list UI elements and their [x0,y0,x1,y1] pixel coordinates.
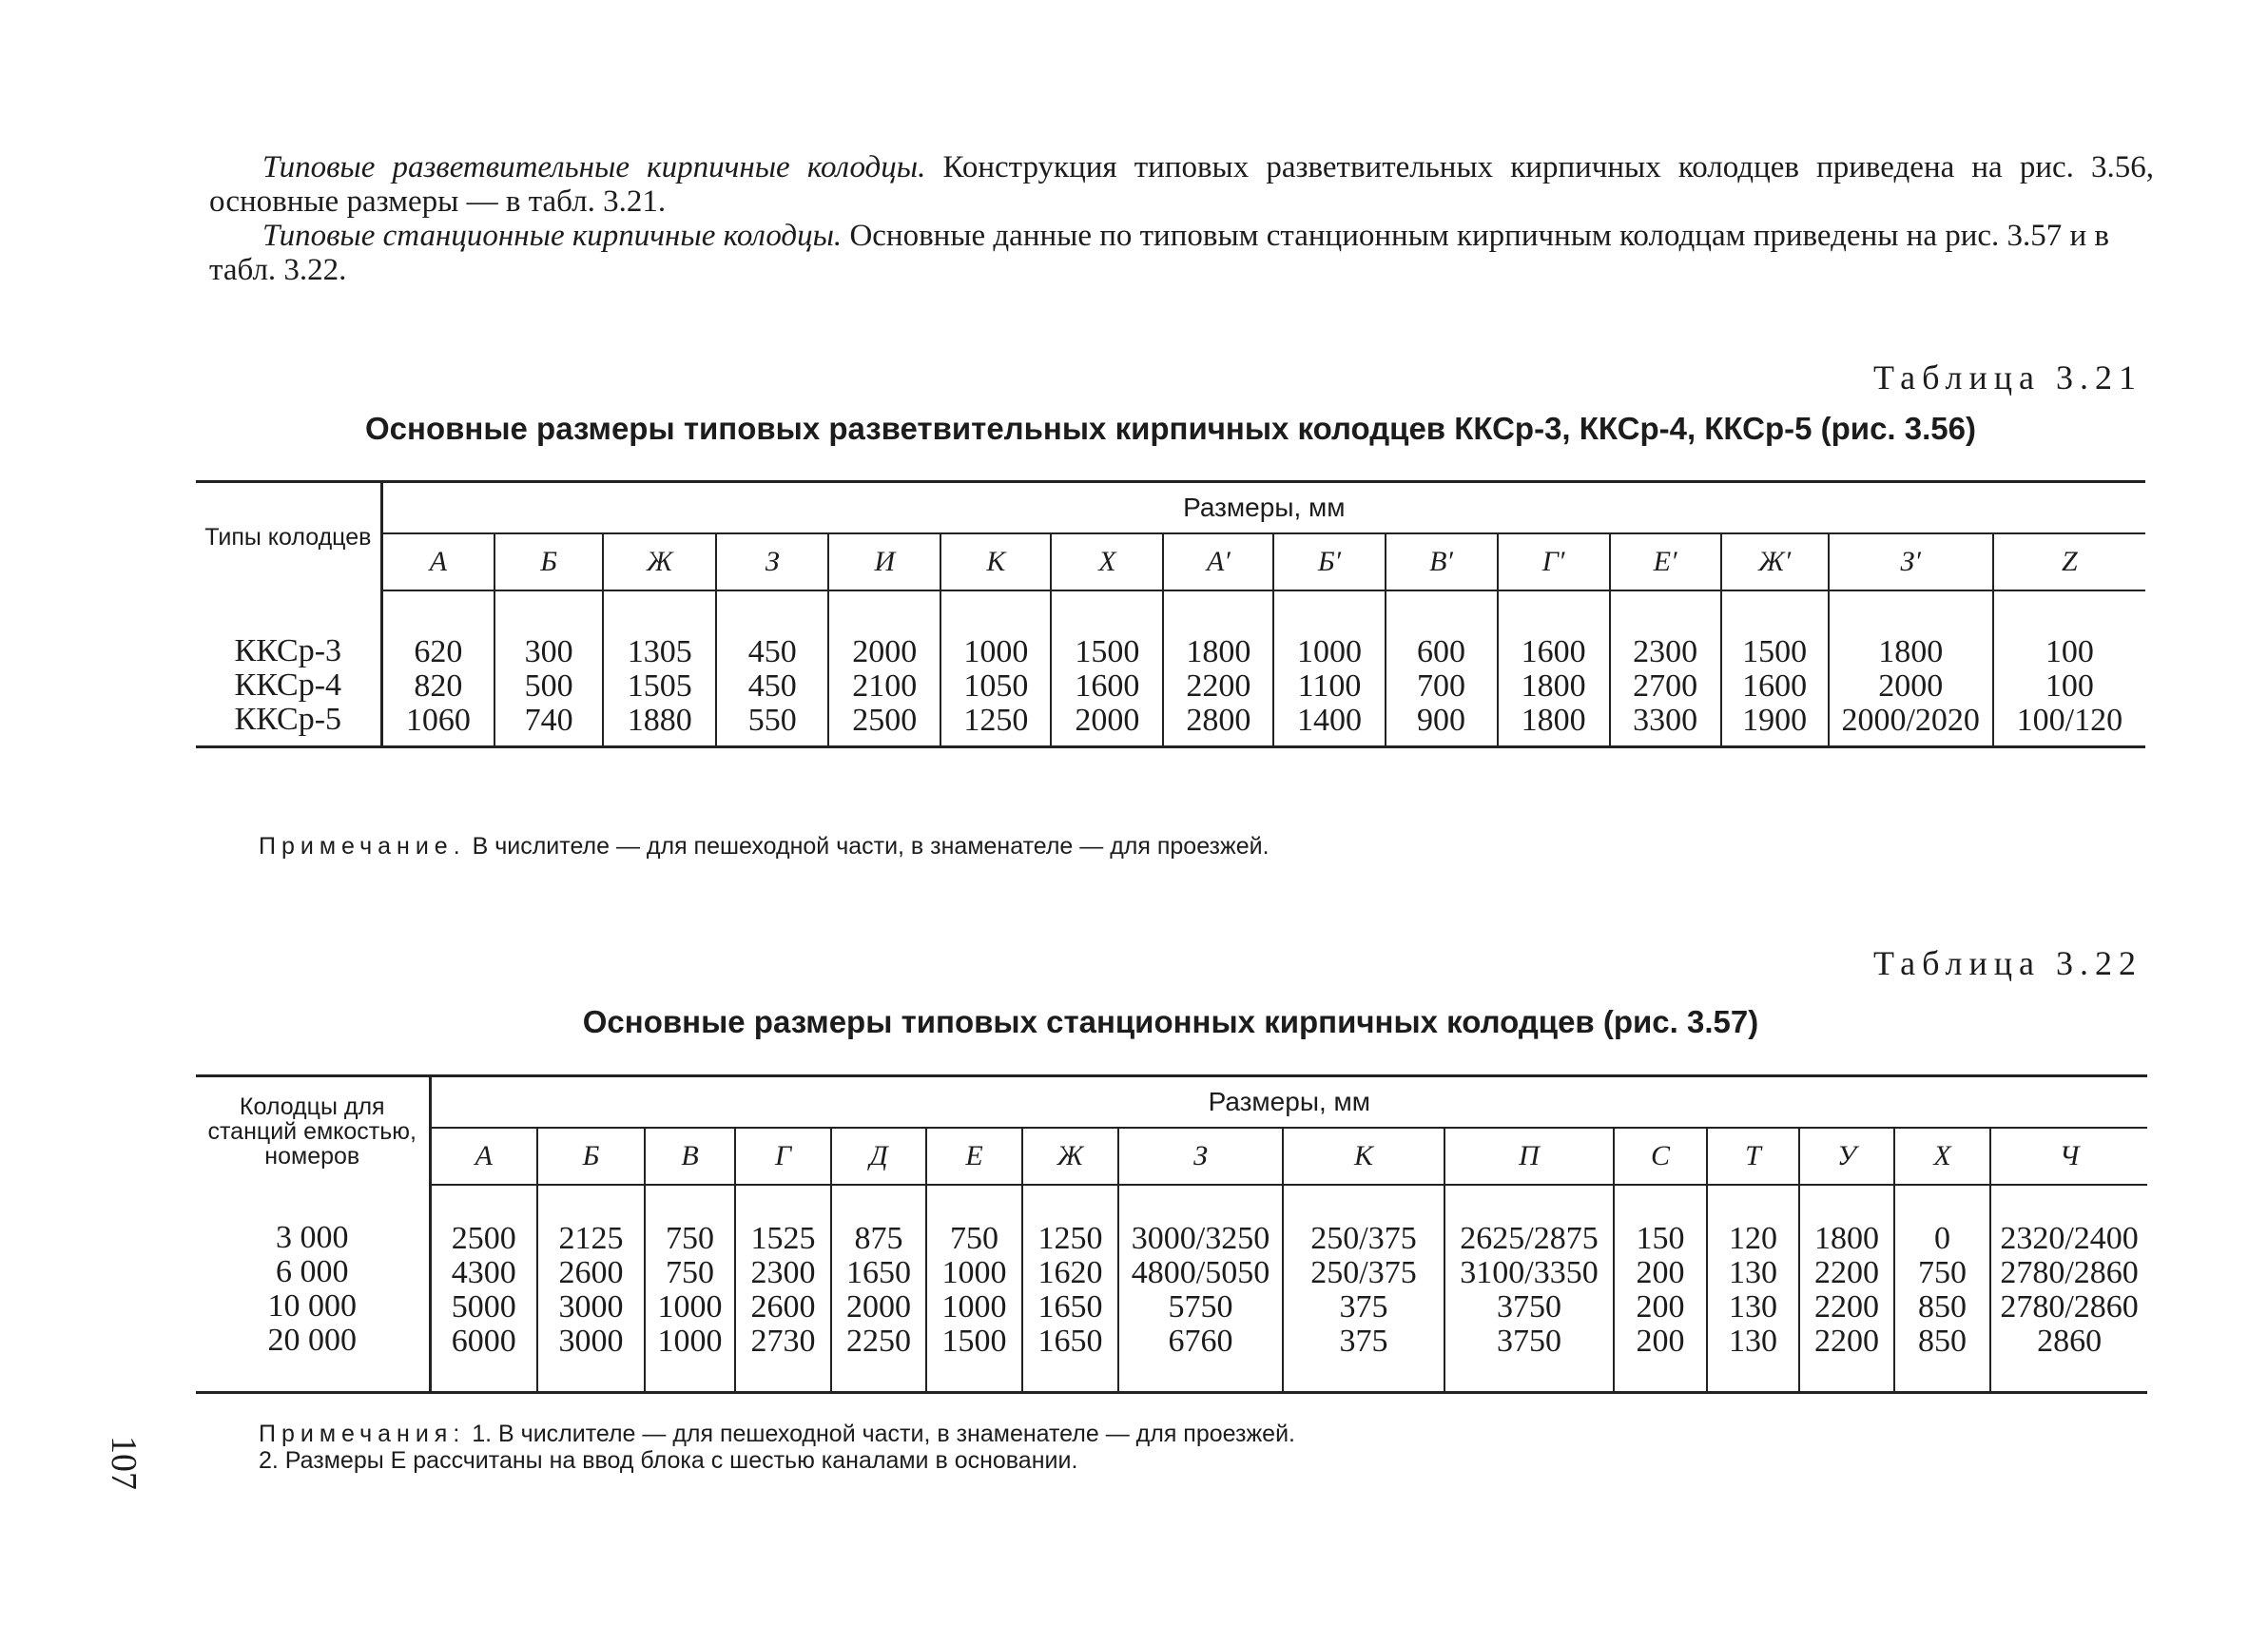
table-cell: 620 820 1060 [381,590,494,746]
column-header: А [381,533,494,590]
table-cell: 1800 2200 2200 2200 [1799,1185,1894,1392]
table-cell: 1000 1100 1400 [1273,590,1385,746]
table-cell: 1600 1800 1800 [1498,590,1610,746]
table-cell: 1000 1050 1250 [940,590,1051,746]
table-3-21-note: Примечание. В числителе — для пешеходной части, в знаменателе — для проезжей. [259,833,1270,860]
row-labels: 3 000 6 000 10 000 20 000 [196,1185,430,1392]
table-3-21-number: Таблица 3.21 [1873,358,2142,396]
column-header: Б [494,533,603,590]
column-header: Е′ [1610,533,1721,590]
column-header: Х [1894,1128,1990,1185]
table-cell: 2500 4300 5000 6000 [430,1185,537,1392]
table-3-21-title: Основные размеры типовых разветвительных кирпичных колодцев ККСр-3, ККСр-4, ККСр-5 (рис. 3.56) [365,411,1976,446]
column-header: А [430,1128,537,1185]
table-cell: 1800 2200 2800 [1163,590,1273,746]
column-header: С [1614,1128,1707,1185]
column-header: Z [1993,533,2145,590]
table-cell: 1250 1620 1650 1650 [1022,1185,1118,1392]
table-cell: 0 750 850 850 [1894,1185,1990,1392]
intro-1-text: Конструкция типовых разветвительных кирпичных колодцев приведена на рис. 3.56, основные размеры — в табл. 3.21. [209,150,2155,219]
table-cell: 600 700 900 [1386,590,1498,746]
group-header: Размеры, мм [1208,1087,1371,1116]
column-header: В [645,1128,735,1185]
intro-paragraph-1 [209,150,2154,219]
table-cell: 875 1650 2000 2250 [831,1185,926,1392]
table-cell: 150 200 200 200 [1614,1185,1707,1392]
table-3-22-number: Таблица 3.22 [1873,944,2142,982]
table-cell: 300 500 740 [494,590,603,746]
row-labels: ККСр-3 ККСр-4 ККСр-5 [196,590,381,746]
column-header: Г′ [1498,533,1610,590]
table-3-22-title: Основные размеры типовых станционных кирпичных колодцев (рис. 3.57) [582,1004,1759,1039]
table-3-21 [196,480,2145,748]
table-cell: 120 130 130 130 [1707,1185,1799,1392]
column-header: З [1118,1128,1283,1185]
table-3-22 [196,1074,2147,1394]
table-cell: 2320/2400 2780/2860 2780/2860 2860 [1990,1185,2147,1392]
table-cell: 750 1000 1000 1500 [926,1185,1022,1392]
column-header: Ч [1990,1128,2147,1185]
column-header: Ж [603,533,716,590]
table-cell: 2625/2875 3100/3350 3750 3750 [1444,1185,1614,1392]
column-header: К [1283,1128,1444,1185]
table-cell: 1500 1600 2000 [1051,590,1163,746]
column-header: Е [926,1128,1022,1185]
column-header: Ж [1022,1128,1118,1185]
group-header: Размеры, мм [1183,493,1346,522]
column-header: В′ [1386,533,1498,590]
table-cell: 2000 2100 2500 [828,590,940,746]
column-header: З′ [1829,533,1993,590]
column-header: А′ [1163,533,1273,590]
table-cell: 750 750 1000 1000 [645,1185,735,1392]
row-header: Колодцы для станций емкостью, номеров [196,1076,430,1186]
page-number: 107 [104,1436,144,1490]
table-cell: 1800 2000 2000/2020 [1829,590,1993,746]
column-header: Б′ [1273,533,1385,590]
table-cell: 100 100 100/120 [1993,590,2145,746]
row-header: Типы колодцев [196,482,381,591]
intro-paragraph-2 [209,219,2154,287]
table-3-22-note: Примечания: 1. В числителе — для пешеходной части, в знаменателе — для проезжей. 2. Размеры Е рассчитаны на ввод блока с шестью каналами в основании. [259,1421,1295,1474]
table-cell: 1305 1505 1880 [603,590,716,746]
column-header: П [1444,1128,1614,1185]
intro-1-title: Типовые разветвительные кирпичные колодцы. [262,150,926,184]
table-cell: 2300 2700 3300 [1610,590,1721,746]
column-header: Ж′ [1721,533,1829,590]
column-header: К [940,533,1051,590]
table-cell: 1500 1600 1900 [1721,590,1829,746]
table-cell: 450 450 550 [716,590,828,746]
column-header: Г [735,1128,831,1185]
table-cell: 250/375 250/375 375 375 [1283,1185,1444,1392]
intro-2-title: Типовые станционные кирпичные колодцы. [262,219,843,253]
column-header: Д [831,1128,926,1185]
column-header: З [716,533,828,590]
table-cell: 3000/3250 4800/5050 5750 6760 [1118,1185,1283,1392]
intro-2-text: Основные данные по типовым станционным кирпичным колодцам приведены на рис. 3.57 и в табл. 3.22. [209,219,2110,287]
column-header: Х [1051,533,1163,590]
column-header: У [1799,1128,1894,1185]
table-cell: 2125 2600 3000 3000 [537,1185,645,1392]
column-header: И [828,533,940,590]
table-cell: 1525 2300 2600 2730 [735,1185,831,1392]
column-header: Т [1707,1128,1799,1185]
column-header: Б [537,1128,645,1185]
